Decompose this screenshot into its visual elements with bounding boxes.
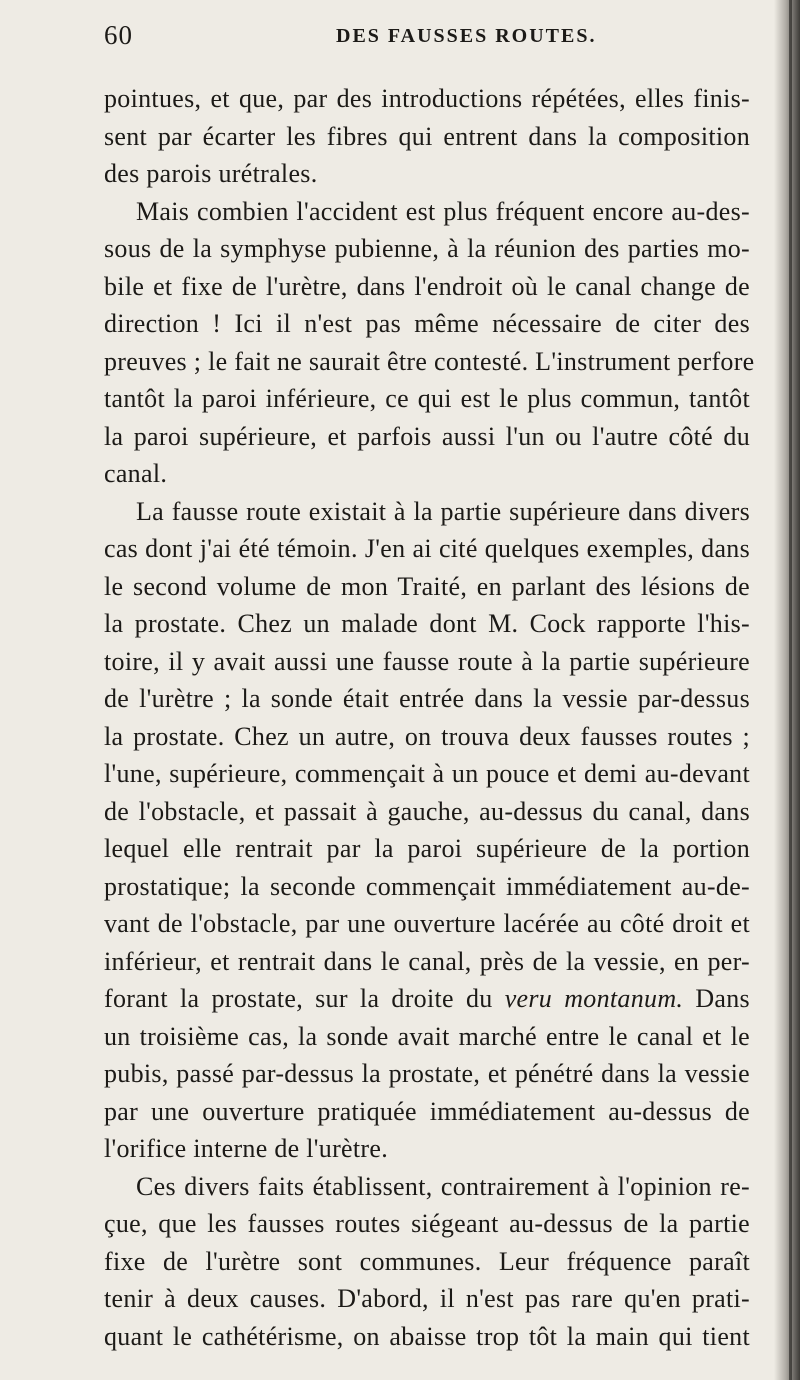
text-line: bile et fixe de l'urètre, dans l'endroit où le canal change de	[104, 271, 750, 301]
text-line: direction ! Ici il n'est pas même nécessaire de citer des	[104, 309, 750, 338]
text-line	[104, 980, 750, 1018]
text-line: des parois urétrales.	[104, 159, 318, 188]
text-line: la paroi supérieure, et parfois aussi l'un ou l'autre côté du	[104, 421, 750, 451]
text-line: prostatique; la seconde commençait immédiatement au-de-	[104, 871, 750, 901]
text-line: toire, il y avait aussi une fausse route à la partie supérieure	[104, 646, 750, 676]
text-line: la prostate. Chez un autre, on trouva deux fausses routes ;	[104, 721, 750, 751]
text-line: le second volume de mon Traité, en parlant des lésions de	[104, 571, 750, 601]
body-text	[104, 80, 755, 1355]
text-line: çue, que les fausses routes siégeant au-dessus de la partie	[104, 1209, 750, 1238]
text-line: de l'urètre ; la sonde était entrée dans la vessie par-dessus	[104, 684, 750, 713]
text-line: tenir à deux causes. D'abord, il n'est pas rare qu'en prati-	[104, 1284, 750, 1313]
text-segment: Dans	[695, 984, 750, 1013]
text-line: vant de l'obstacle, par une ouverture lacérée au côté droit et	[104, 909, 750, 938]
text-line: l'orifice interne de l'urètre.	[104, 1134, 389, 1163]
text-line: tantôt la paroi inférieure, ce qui est le plus commun, tantôt	[104, 384, 750, 413]
text-segment: forant la prostate, sur la droite du	[104, 984, 493, 1013]
text-line: la prostate. Chez un malade dont M. Cock rapporte l'his-	[104, 609, 750, 638]
text-line: de l'obstacle, et passait à gauche, au-dessus du canal, dans	[104, 796, 750, 826]
page-number: 60	[104, 20, 133, 50]
text-line: Mais combien l'accident est plus fréquent encore au-des-	[136, 196, 750, 226]
text-line: lequel elle rentrait par la paroi supérieure de la portion	[104, 834, 750, 863]
page-header	[104, 20, 744, 60]
text-line: preuves ; le fait ne saurait être contesté. L'instrument perfore	[104, 346, 755, 376]
text-line: pubis, passé par-dessus la prostate, et pénétré dans la vessie	[104, 1059, 750, 1088]
text-line: fixe de l'urètre sont communes. Leur fréquence paraît	[104, 1246, 750, 1276]
text-line: Ces divers faits établissent, contrairement à l'opinion re-	[136, 1171, 750, 1201]
text-line: par une ouverture pratiquée immédiatement au-dessus de	[104, 1096, 750, 1126]
page-edge-line	[789, 0, 792, 1380]
text-line: pointues, et que, par des introductions répétées, elles finis-	[104, 84, 750, 113]
italic-term: veru montanum.	[504, 984, 684, 1013]
running-head: DES FAUSSES ROUTES.	[336, 25, 597, 47]
text-line: inférieur, et rentrait dans le canal, près de la vessie, en per-	[104, 946, 750, 976]
text-line: sous de la symphyse pubienne, à la réunion des parties mo-	[104, 234, 750, 263]
text-line: La fausse route existait à la partie supérieure dans divers	[136, 496, 750, 526]
text-line: canal.	[104, 459, 168, 488]
text-line: quant le cathétérisme, on abaisse trop tôt la main qui tient	[104, 1321, 750, 1351]
text-line: sent par écarter les fibres qui entrent dans la composition	[104, 121, 750, 151]
text-line: cas dont j'ai été témoin. J'en ai cité quelques exemples, dans	[104, 534, 750, 563]
text-line: un troisième cas, la sonde avait marché entre le canal et le	[104, 1021, 750, 1051]
text-line: l'une, supérieure, commençait à un pouce et demi au-devant	[104, 759, 750, 788]
page-edge-shadow	[774, 0, 800, 1380]
